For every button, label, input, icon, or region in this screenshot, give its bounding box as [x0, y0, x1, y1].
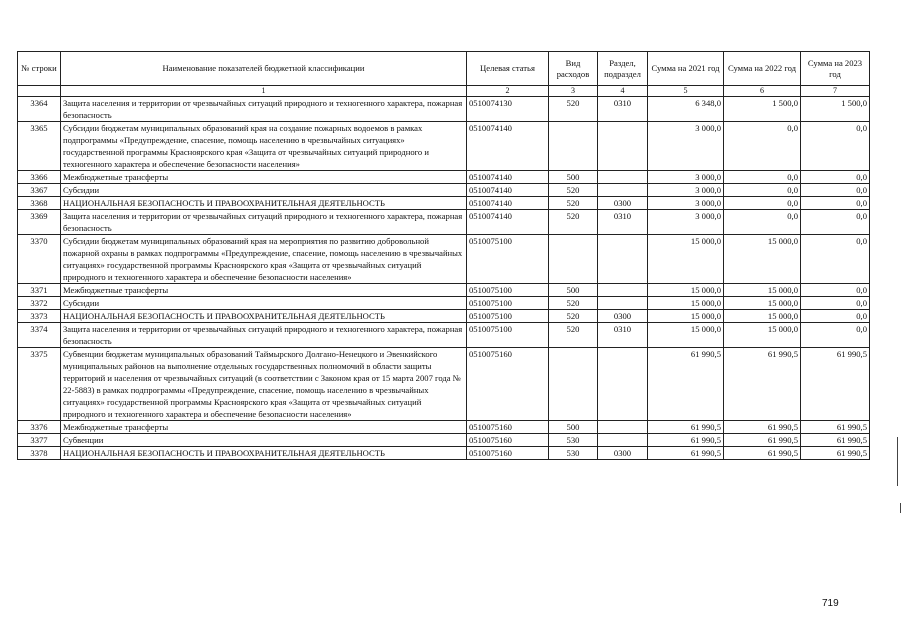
indicator-name: Межбюджетные трансферты — [61, 171, 467, 184]
sum-2023: 61 990,5 — [801, 434, 870, 447]
target-article: 0510075100 — [467, 310, 549, 323]
expense-type: 520 — [549, 97, 598, 122]
section-code: 0310 — [598, 97, 648, 122]
sum-2021: 3 000,0 — [648, 184, 724, 197]
sum-2023: 0,0 — [801, 184, 870, 197]
indicator-name: Субсидии бюджетам муниципальных образований края на создание пожарных водоемов в рамках подпрограммы «Предупреждение, спасение, помощь населению в чрезвычайных ситуациях» государственной программы Красноярского края «Защита от чрезвычайных ситуаций природного и техногенного характера и обеспечение безопасности населения» — [61, 122, 467, 171]
sum-2021: 61 990,5 — [648, 447, 724, 460]
section-code — [598, 297, 648, 310]
indicator-name: Межбюджетные трансферты — [61, 284, 467, 297]
target-article: 0510074140 — [467, 184, 549, 197]
header-section: Раздел, подраздел — [598, 52, 648, 86]
expense-type — [549, 235, 598, 284]
sum-2021: 15 000,0 — [648, 284, 724, 297]
expense-type: 520 — [549, 184, 598, 197]
sum-2022: 61 990,5 — [724, 447, 801, 460]
sum-2021: 15 000,0 — [648, 297, 724, 310]
sum-2022: 15 000,0 — [724, 323, 801, 348]
sum-2023: 0,0 — [801, 284, 870, 297]
table-body — [18, 97, 870, 460]
table-row — [18, 323, 870, 348]
expense-type: 530 — [549, 434, 598, 447]
sum-2022: 61 990,5 — [724, 434, 801, 447]
row-number: 3376 — [18, 421, 61, 434]
section-code: 0310 — [598, 210, 648, 235]
sum-2022: 15 000,0 — [724, 284, 801, 297]
column-number: 4 — [598, 86, 648, 97]
header-sum-2023: Сумма на 2023 год — [801, 52, 870, 86]
column-number: 1 — [61, 86, 467, 97]
section-code — [598, 184, 648, 197]
sum-2021: 61 990,5 — [648, 421, 724, 434]
indicator-name: НАЦИОНАЛЬНАЯ БЕЗОПАСНОСТЬ И ПРАВООХРАНИТЕЛЬНАЯ ДЕЯТЕЛЬНОСТЬ — [61, 447, 467, 460]
expense-type: 520 — [549, 323, 598, 348]
sum-2023: 61 990,5 — [801, 421, 870, 434]
header-indicator-name: Наименование показателей бюджетной классификации — [61, 52, 467, 86]
scan-margin-mark — [897, 437, 898, 486]
row-number: 3373 — [18, 310, 61, 323]
column-number-row — [18, 86, 870, 97]
target-article: 0510075160 — [467, 348, 549, 421]
table-row — [18, 447, 870, 460]
table-row — [18, 297, 870, 310]
expense-type: 520 — [549, 210, 598, 235]
sum-2022: 0,0 — [724, 184, 801, 197]
row-number: 3368 — [18, 197, 61, 210]
indicator-name: НАЦИОНАЛЬНАЯ БЕЗОПАСНОСТЬ И ПРАВООХРАНИТЕЛЬНАЯ ДЕЯТЕЛЬНОСТЬ — [61, 310, 467, 323]
table-row — [18, 284, 870, 297]
sum-2022: 1 500,0 — [724, 97, 801, 122]
sum-2021: 6 348,0 — [648, 97, 724, 122]
header-sum-2021: Сумма на 2021 год — [648, 52, 724, 86]
expense-type — [549, 122, 598, 171]
table-row — [18, 310, 870, 323]
budget-table — [17, 51, 870, 460]
sum-2023: 0,0 — [801, 171, 870, 184]
sum-2021: 3 000,0 — [648, 197, 724, 210]
section-code — [598, 434, 648, 447]
sum-2021: 3 000,0 — [648, 210, 724, 235]
section-code: 0310 — [598, 323, 648, 348]
indicator-name: Субсидии — [61, 184, 467, 197]
sum-2021: 61 990,5 — [648, 434, 724, 447]
sum-2023: 0,0 — [801, 323, 870, 348]
sum-2023: 0,0 — [801, 210, 870, 235]
row-number: 3365 — [18, 122, 61, 171]
row-number: 3371 — [18, 284, 61, 297]
sum-2022: 61 990,5 — [724, 348, 801, 421]
header-target-article: Целевая статья — [467, 52, 549, 86]
row-number: 3374 — [18, 323, 61, 348]
section-code: 0300 — [598, 447, 648, 460]
expense-type — [549, 348, 598, 421]
table-row — [18, 97, 870, 122]
row-number: 3364 — [18, 97, 61, 122]
target-article: 0510075100 — [467, 235, 549, 284]
indicator-name: Защита населения и территории от чрезвычайных ситуаций природного и техногенного характера, пожарная безопасность — [61, 210, 467, 235]
indicator-name: НАЦИОНАЛЬНАЯ БЕЗОПАСНОСТЬ И ПРАВООХРАНИТЕЛЬНАЯ ДЕЯТЕЛЬНОСТЬ — [61, 197, 467, 210]
row-number: 3369 — [18, 210, 61, 235]
target-article: 0510074140 — [467, 210, 549, 235]
table-row — [18, 434, 870, 447]
row-number: 3366 — [18, 171, 61, 184]
header-sum-2022: Сумма на 2022 год — [724, 52, 801, 86]
section-code: 0300 — [598, 197, 648, 210]
sum-2021: 3 000,0 — [648, 171, 724, 184]
table-row — [18, 421, 870, 434]
sum-2022: 15 000,0 — [724, 310, 801, 323]
indicator-name: Субсидии — [61, 297, 467, 310]
expense-type: 520 — [549, 197, 598, 210]
section-code — [598, 348, 648, 421]
target-article: 0510075100 — [467, 284, 549, 297]
indicator-name: Субсидии бюджетам муниципальных образований края на мероприятия по развитию добровольной пожарной охраны в рамках подпрограммы «Предупреждение, спасение, помощь населению в чрезвычайных ситуациях» государственной программы Красноярского края «Защита от чрезвычайных ситуаций природного и техногенного характера и обеспечение безопасности населения» — [61, 235, 467, 284]
target-article: 0510075100 — [467, 297, 549, 310]
expense-type: 520 — [549, 297, 598, 310]
sum-2022: 0,0 — [724, 122, 801, 171]
target-article: 0510074140 — [467, 122, 549, 171]
expense-type: 500 — [549, 421, 598, 434]
sum-2022: 0,0 — [724, 171, 801, 184]
table-row — [18, 122, 870, 171]
table-header — [18, 52, 870, 97]
row-number: 3367 — [18, 184, 61, 197]
row-number: 3370 — [18, 235, 61, 284]
table-row — [18, 348, 870, 421]
indicator-name: Межбюджетные трансферты — [61, 421, 467, 434]
table-row — [18, 184, 870, 197]
sum-2023: 0,0 — [801, 122, 870, 171]
section-code — [598, 284, 648, 297]
expense-type: 500 — [549, 171, 598, 184]
column-number: 3 — [549, 86, 598, 97]
header-row — [18, 52, 870, 86]
sum-2023: 0,0 — [801, 297, 870, 310]
sum-2021: 61 990,5 — [648, 348, 724, 421]
section-code — [598, 421, 648, 434]
section-code — [598, 122, 648, 171]
sum-2023: 61 990,5 — [801, 348, 870, 421]
sum-2021: 15 000,0 — [648, 310, 724, 323]
target-article: 0510075100 — [467, 323, 549, 348]
target-article: 0510074140 — [467, 197, 549, 210]
scan-margin-mark — [900, 503, 901, 513]
page-number: 719 — [822, 598, 839, 609]
header-expense-type: Вид расходов — [549, 52, 598, 86]
indicator-name: Защита населения и территории от чрезвычайных ситуаций природного и техногенного характера, пожарная безопасность — [61, 323, 467, 348]
sum-2023: 61 990,5 — [801, 447, 870, 460]
section-code: 0300 — [598, 310, 648, 323]
target-article: 0510075160 — [467, 421, 549, 434]
row-number: 3375 — [18, 348, 61, 421]
sum-2022: 61 990,5 — [724, 421, 801, 434]
indicator-name: Защита населения и территории от чрезвычайных ситуаций природного и техногенного характера, пожарная безопасность — [61, 97, 467, 122]
sum-2023: 0,0 — [801, 235, 870, 284]
table-row — [18, 171, 870, 184]
sum-2022: 0,0 — [724, 197, 801, 210]
target-article: 0510075160 — [467, 434, 549, 447]
expense-type: 500 — [549, 284, 598, 297]
column-number: 2 — [467, 86, 549, 97]
indicator-name: Субвенции бюджетам муниципальных образований Таймырского Долгано-Ненецкого и Эвенкийского муниципальных районов на выполнение отдельных государственных полномочий в области защиты территорий и населения от чрезвычайных ситуаций (в соответствии с Законом края от 15 марта 2007 года № 22-5883) в рамках подпрограммы «Предупреждение, спасение, помощь населению в чрезвычайных ситуациях» государственной программы Красноярского края «Защита от чрезвычайных ситуаций природного и техногенного характера и обеспечение безопасности населения» — [61, 348, 467, 421]
section-code — [598, 171, 648, 184]
table-row — [18, 197, 870, 210]
row-number: 3377 — [18, 434, 61, 447]
target-article: 0510075160 — [467, 447, 549, 460]
column-number — [18, 86, 61, 97]
header-row-number: № строки — [18, 52, 61, 86]
column-number: 5 — [648, 86, 724, 97]
expense-type: 520 — [549, 310, 598, 323]
sum-2023: 0,0 — [801, 310, 870, 323]
sum-2022: 0,0 — [724, 210, 801, 235]
column-number: 6 — [724, 86, 801, 97]
expense-type: 530 — [549, 447, 598, 460]
column-number: 7 — [801, 86, 870, 97]
indicator-name: Субвенции — [61, 434, 467, 447]
sum-2021: 15 000,0 — [648, 235, 724, 284]
table-row — [18, 210, 870, 235]
sum-2021: 3 000,0 — [648, 122, 724, 171]
sum-2021: 15 000,0 — [648, 323, 724, 348]
sum-2022: 15 000,0 — [724, 235, 801, 284]
section-code — [598, 235, 648, 284]
row-number: 3378 — [18, 447, 61, 460]
target-article: 0510074140 — [467, 171, 549, 184]
sum-2022: 15 000,0 — [724, 297, 801, 310]
sum-2023: 1 500,0 — [801, 97, 870, 122]
sum-2023: 0,0 — [801, 197, 870, 210]
target-article: 0510074130 — [467, 97, 549, 122]
table-row — [18, 235, 870, 284]
row-number: 3372 — [18, 297, 61, 310]
